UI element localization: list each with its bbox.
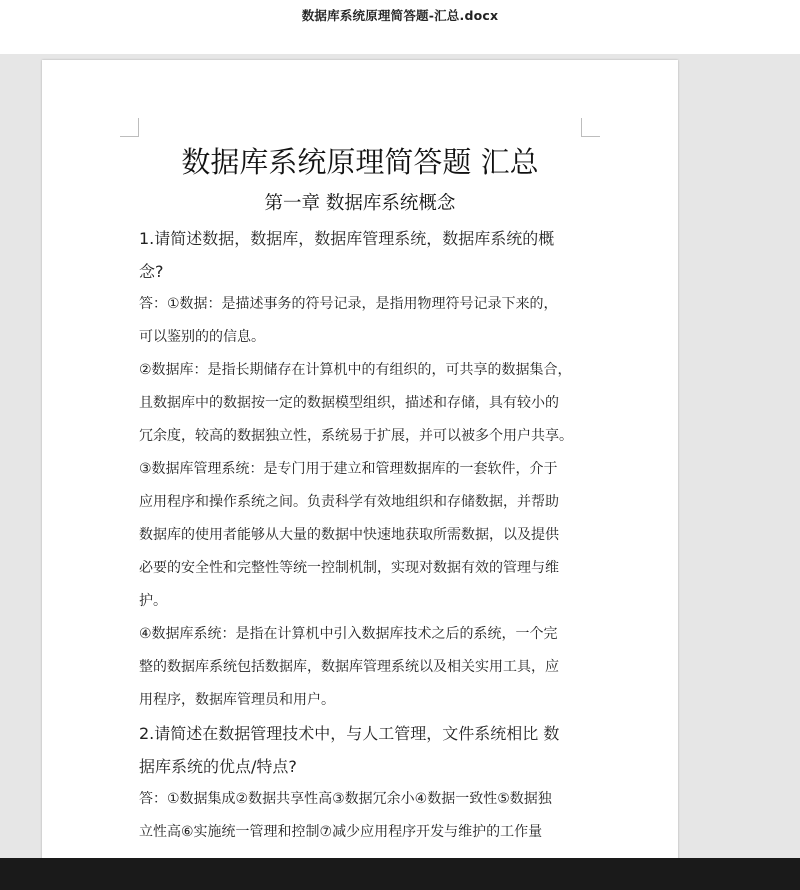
answer-line: 必要的安全性和完整性等统一控制机制，实现对数据有效的管理与维 [139,560,559,576]
margin-corner-top-left [120,118,139,137]
title-bar [0,0,800,54]
answer-line: 答：①数据：是描述事务的符号记录，是指用物理符号记录下来的， [139,296,558,312]
question-line: 念? [139,262,164,281]
document-page[interactable] [42,60,678,860]
answer-line: 且数据库中的数据按一定的数据模型组织，描述和存储，具有较小的 [139,395,559,411]
answer-line: 数据库的使用者能够从大量的数据中快速地获取所需数据，以及提供 [139,527,559,543]
question-line: 1.请简述数据，数据库，数据库管理系统，数据库系统的概 [139,229,555,248]
answer-line: 可以鉴别的的信息。 [139,329,265,345]
answer-line: 整的数据库系统包括数据库，数据库管理系统以及相关实用工具，应 [139,659,559,675]
answer-line: 护。 [139,593,167,609]
answer-line: 答：①数据集成②数据共享性高③数据冗余小④数据一致性⑤数据独 [139,791,552,807]
answer-line: ②数据库：是指长期储存在计算机中的有组织的，可共享的数据集合， [139,362,572,378]
document-body [139,222,589,849]
answer-line: ④数据库系统：是指在计算机中引入数据库技术之后的系统，一个完 [139,626,558,642]
answer-line: ③数据库管理系统：是专门用于建立和管理数据库的一套软件，介于 [139,461,558,477]
answer-line: 用程序，数据库管理员和用户。 [139,692,335,708]
question-line: 据库系统的优点/特点? [139,757,297,776]
margin-corner-top-right [581,118,600,137]
question-line: 2.请简述在数据管理技术中，与人工管理，文件系统相比 数 [139,724,560,743]
answer-line: 冗余度，较高的数据独立性，系统易于扩展，并可以被多个用户共享。 [139,428,573,444]
answer-line: 应用程序和操作系统之间。负责科学有效地组织和存储数据，并帮助 [139,494,559,510]
answer-line: 立性高⑥实施统一管理和控制⑦减少应用程序开发与维护的工作量 [139,824,543,840]
document-heading: 数据库系统原理简答题 汇总 [181,145,539,179]
bottom-bar [0,858,800,890]
chapter-heading: 第一章 数据库系统概念 [264,193,456,214]
document-filename: 数据库系统原理简答题-汇总.docx [301,8,499,23]
